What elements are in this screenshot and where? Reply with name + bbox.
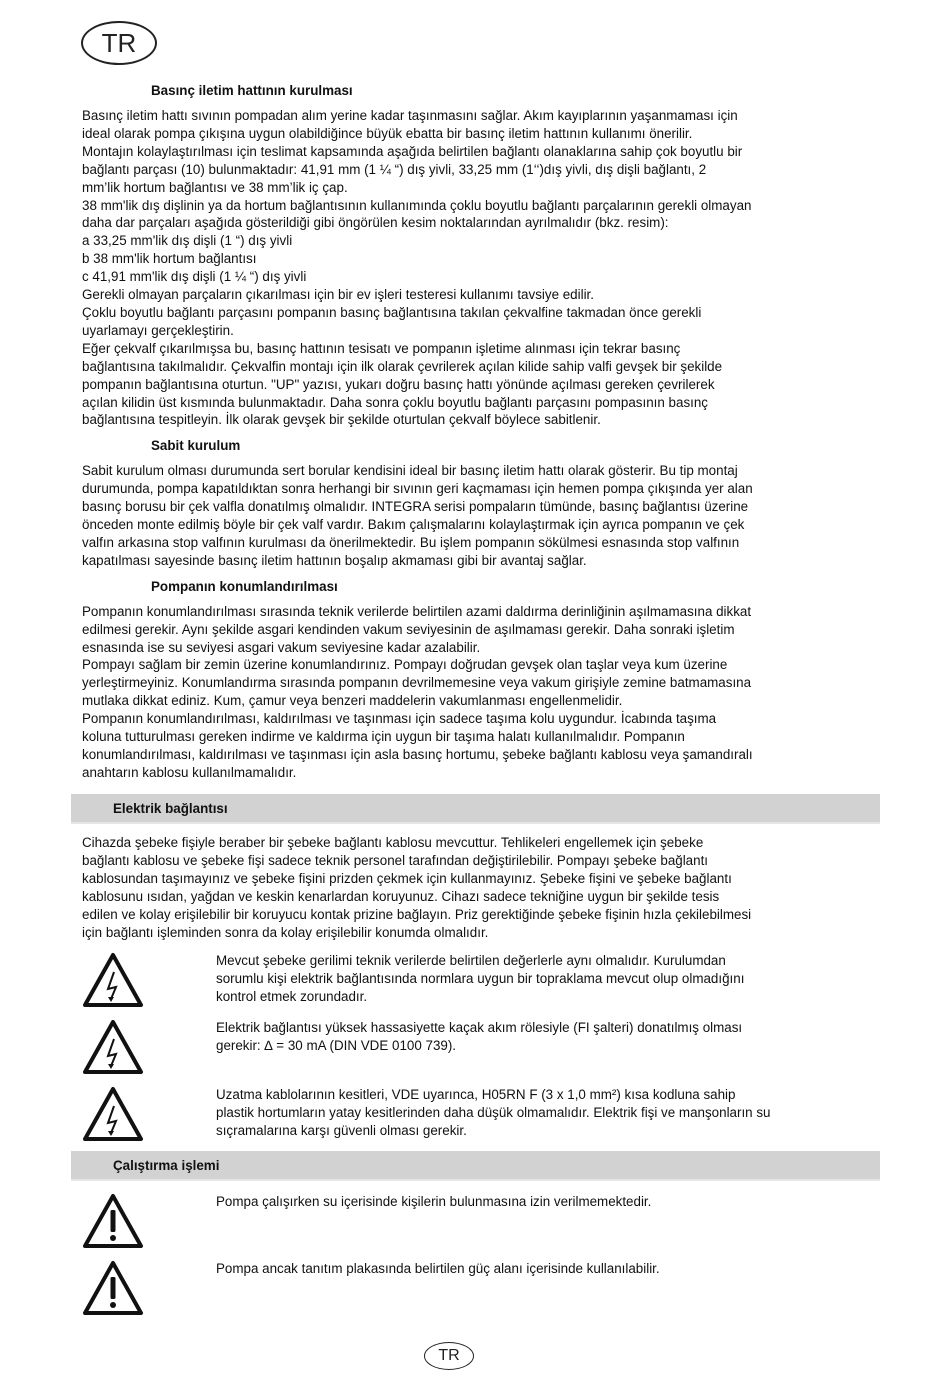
heading-electrical: Elektrik bağlantısı <box>113 801 228 816</box>
warning-text: Elektrik bağlantısı yüksek hassasiyette kaçak akım rölesiyle (FI şalteri) donatılmış olması gerekir: ∆ = 30 mA (DIN VDE 0100 739). <box>216 1020 743 1053</box>
main-content <box>82 82 872 782</box>
electric-hazard-icon <box>82 952 144 1008</box>
electrical-text: Cihazda şebeke fişiyle beraber bir şebeke bağlantı kablosu mevcuttur. Tehlikeleri engellemek için şebeke bağlantı kablosu ve şebeke fişi sadece teknik personel tarafından değiştirilebilir. Pompayı şebeke bağlantı kablosundan taşımayınız ve şebeke fişini prizden çekmek için kullanmayınız. Şebeke fişini ve şebeke bağlantı kablosunu ısıdan, yağdan ve keskin kenarlardan koruyunuz. Cihazı sadece tekniğine uygun bir şekilde tesis edilen ve kolay erişilebilir bir koruyucu kontak prizine bağlayın. Priz gerektiğinde şebeke fişinin hızla çekilebilmesi için bağlantı işleminden sonra da kolay erişilebilir konumda olmalıdır. <box>82 835 752 940</box>
heading-positioning: Pompanın konumlandırılması <box>151 578 338 594</box>
warning-text: Mevcut şebeke gerilimi teknik verilerde belirtilen değerlerle aynı olmalıdır. Kurulumdan sorumlu kişi elektrik bağlantısında normlara uygun bir topraklama mevcut olup olmadığını kontrol etmek zorundadır. <box>216 953 745 1004</box>
warning-text: Uzatma kablolarının kesitleri, VDE uyarınca, H05RN F (3 x 1,0 mm²) kısa kodluna sahip plastik hortumların yatay kesitlerinden daha düşük olmamalıdır. Elektrik fişi ve manşonların su sıçramalarına karşı güvenli olması gerekir. <box>216 1087 771 1138</box>
positioning-text: Pompanın konumlandırılması sırasında teknik verilerde belirtilen azami daldırma derinliğinin aşılmamasına dikkat edilmesi gerekir. Aynı şekilde asgari kendinden vakum seviyesinin de aşılmaması gerekir. Daha sonraki işletim esnasında ise su seviyesi asgari vakum seviyesine kadar azalabilir. Pompayı sağlam bir zemin üzerine konumlandırınız. Pompayı doğrudan gevşek olan taşlar veya kum üzerine yerleştirmeyiniz. Konumlandırma sırasında pompanın devrilmemesine veya vakum girişiyle zemine batmamasına mutlaka dikkat ediniz. Kum, çamur veya benzeri maddelerin vakumlanması engellenmelidir. Pompanın konumlandırılması, kaldırılması ve taşınması için sadece taşıma kolu uygundur. İcabında taşıma koluna tutturulması gereken indirme ve kaldırma için uygun bir taşıma halatı kullanılmalıdır. Pompanın konumlandırılması, kaldırılması ve taşınması için asla basınç hortumu, şebeke bağlantı kablosu veya şamandıralı anahtarın kablosu kullanılmamalıdır. <box>82 603 753 780</box>
electric-hazard-icon <box>82 1019 144 1075</box>
heading-pressure-line: Basınç iletim hattının kurulması <box>151 83 353 98</box>
warning-text: Pompa çalışırken su içerisinde kişilerin bulunmasına izin verilmemektedir. <box>216 1194 652 1209</box>
language-code: TR <box>438 1347 460 1364</box>
electric-hazard-icon <box>82 1086 144 1142</box>
language-code: TR <box>101 27 137 58</box>
pressure-line-text: Basınç iletim hattı sıvının pompadan alım yerine kadar taşınmasını sağlar. Akım kayıplarının yaşanmaması için ideal olarak pompa çıkışına uygun olabildiğince büyük ebatta bir basınç iletim hattının kullanımı önerilir. Montajın kolaylaştırılması için teslimat kapsamında aşağıda belirtilen bağlantı olanaklarına sahip çok boyutlu bir bağlantı parçası (10) bulunmaktadır: 41,91 mm (1 ¼ “) dış yivli, 33,25 mm (1‘‘)dış yivli, dış dişli bağlantı, 2 mm’lik hortum bağlantısı ve 38 mm’lik iç çap. 38 mm'lik dış dişlinin ya da hortum bağlantısının kullanımında çoklu boyutlu bağlantı parçalarının gerekli olmayan daha dar parçaları aşağıda gösterildiği gibi öngörülen kesim noktalarından ayrılmalıdır (bkz. resim): a 33,25 mm'lik dış dişli (1 “) dış yivli b 38 mm'lik hortum bağlantısı c 41,91 mm'lik dış dişli (1 ¼ “) dış yivli Gerekli olmayan parçaların çıkarılması için bir ev işleri testeresi kullanımı tavsiye edilir. Çoklu boyutlu bağlantı parçasını pompanın basınç bağlantısına takılan çekvalfine takmadan önce gerekli uyarlamayı gerçekleştirin. Eğer çekvalf çıkarılmışsa bu, basınç hattının tesisatı ve pompanın işletime alınması için tekrar basınç bağlantısına takılmalıdır. Çekvalfin montajı için ilk olarak çevrilerek açılan kilide sahip valfi gevşek bir şekilde pompanın bağlantısına oturtun. "UP" yazısı, yukarı doğru basınç hattı yönünde açılması gereken çevrilerek açılan kilidin üst kısmında bulunmaktadır. Daha sonra çoklu boyutlu bağlantı parçasını pompasının basınç bağlantısına tespitleyin. İlk olarak gevşek bir şekilde oturtulan çekvalf böylece sabitlenir. <box>82 108 752 428</box>
language-badge-bottom <box>424 1342 474 1370</box>
heading-fixed-install: Sabit kurulum <box>151 438 241 454</box>
section-band-operation <box>71 1151 880 1181</box>
general-warning-icon <box>82 1193 144 1249</box>
fixed-install-text: Sabit kurulum olması durumunda sert borular kendisini ideal bir basınç iletim hattı olarak gösterir. Bu tip montaj durumunda, pompa kapatıldıktan sonra herhangi bir sıvının geri kaçmaması için hemen pompa çıkışında yer alan basınç borusu bir çek valfla donatılmış olmalıdır. INTEGRA serisi pompaların tümünde, basınç bağlantısı üzerine önceden monte edilmiş böyle bir çek valf vardır. Bakım çalışmalarını kolaylaştırmak için ayrıca pompanın ve çek valfın arkasına stop valfının kurulması da önerilmektedir. Bu işlem pompanın sökülmesi esnasında stop valfının kapatılması sayesinde basınç iletim hattının boşalıp akmaması gibi bir avantaj sağlar. <box>82 463 753 568</box>
warning-text: Pompa ancak tanıtım plakasında belirtilen güç alanı içerisinde kullanılabilir. <box>216 1261 660 1276</box>
general-warning-icon <box>82 1260 144 1316</box>
language-badge-top <box>81 21 157 65</box>
section-band-electrical <box>71 794 880 824</box>
heading-operation: Çalıştırma işlemi <box>113 1158 220 1173</box>
